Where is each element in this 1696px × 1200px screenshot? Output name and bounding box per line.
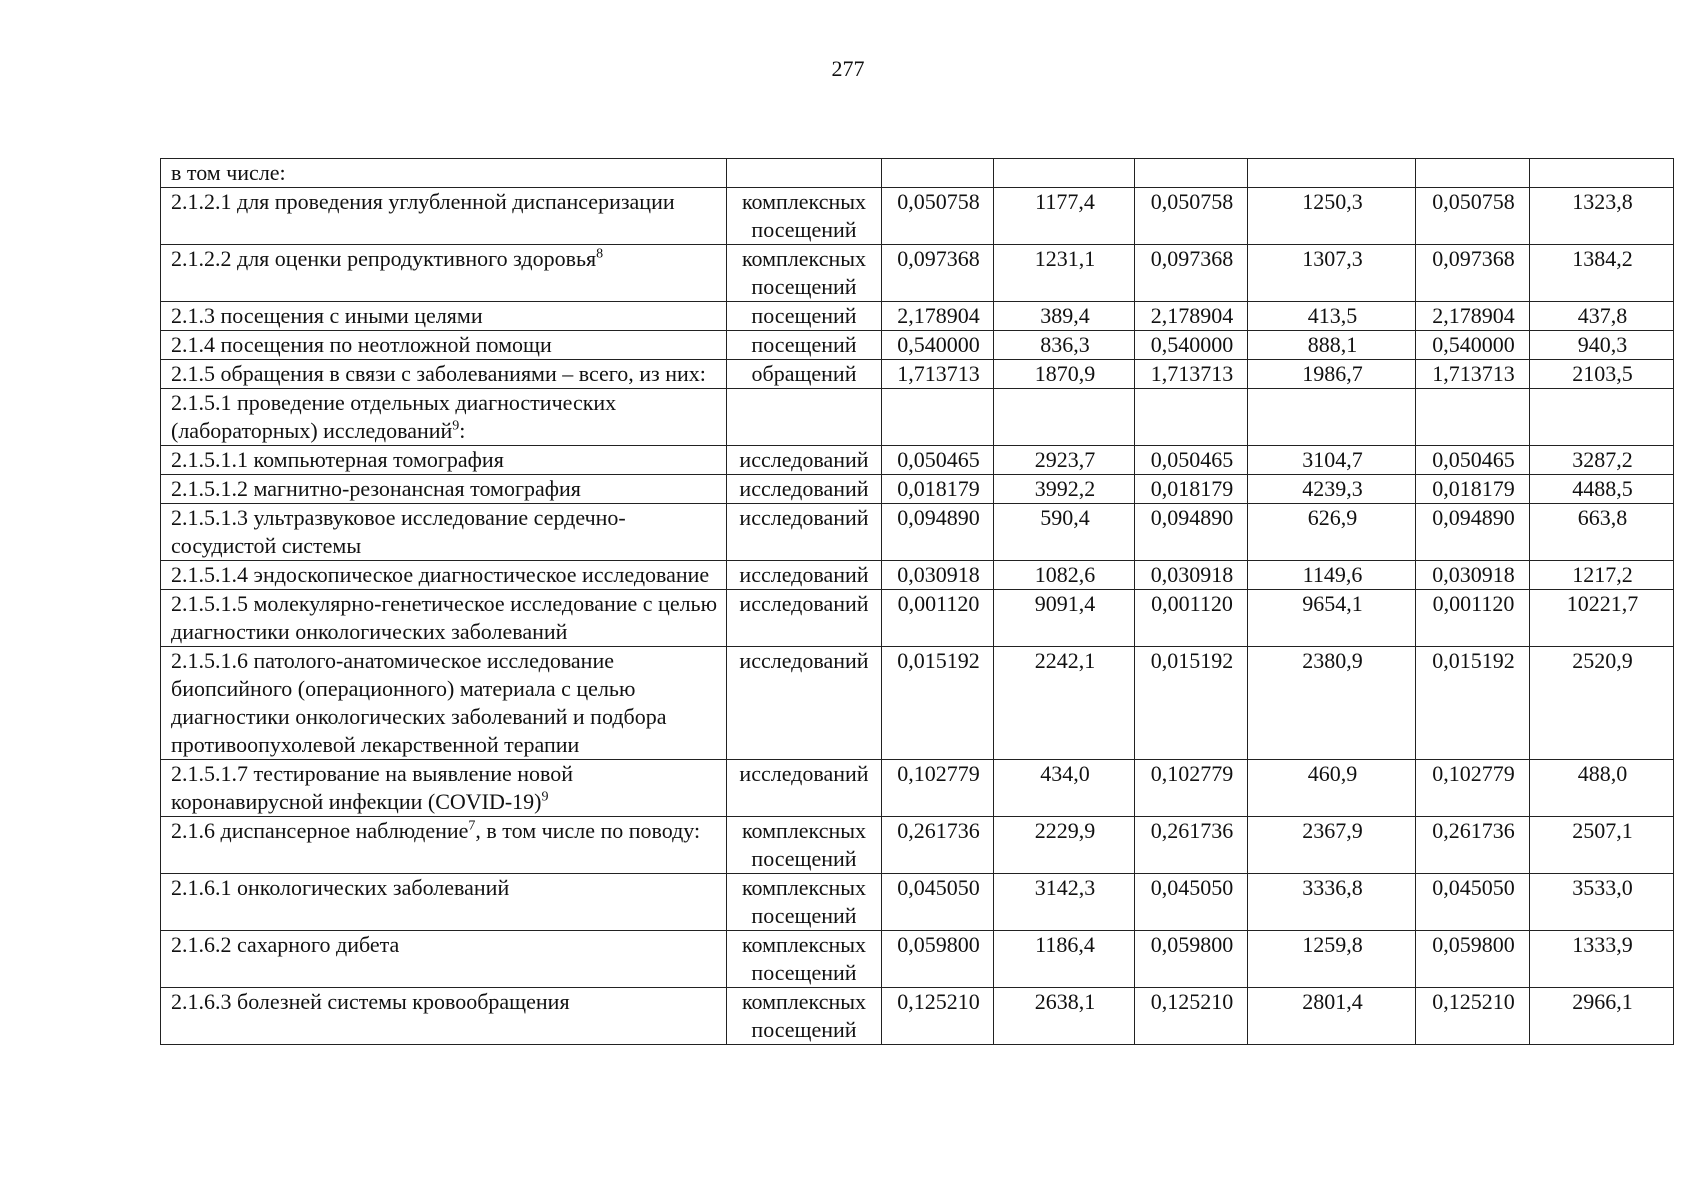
cost-value-cell: 3533,0 xyxy=(1530,874,1674,931)
table-row xyxy=(161,504,1674,561)
row-name: 2.1.5.1.6 патолого-анатомическое исследование биопсийного (операционного) материала с целью диагностики онкологических заболеваний и подбора противоопухолевой лекарственной терапии xyxy=(171,648,667,757)
norm-value-cell: 0,102779 xyxy=(1416,760,1530,817)
norm-value-cell: 0,050465 xyxy=(882,446,994,475)
cost-value-cell xyxy=(1248,159,1416,188)
unit-cell: комплексных посещений xyxy=(727,188,882,245)
row-name-cell xyxy=(161,590,727,647)
row-name-cell xyxy=(161,389,727,446)
norm-value-cell: 0,540000 xyxy=(1416,331,1530,360)
norm-value-cell: 0,094890 xyxy=(882,504,994,561)
row-name: 2.1.6.1 онкологических заболеваний xyxy=(171,875,510,900)
row-name-cell xyxy=(161,245,727,302)
cost-value-cell: 1217,2 xyxy=(1530,561,1674,590)
norm-value-cell: 0,097368 xyxy=(882,245,994,302)
row-name: 2.1.6 диспансерное наблюдение xyxy=(171,818,469,843)
cost-value-cell: 836,3 xyxy=(994,331,1135,360)
norm-value-cell: 0,001120 xyxy=(1416,590,1530,647)
norm-value-cell: 0,097368 xyxy=(1416,245,1530,302)
row-name-cell xyxy=(161,760,727,817)
norm-value-cell: 0,050465 xyxy=(1135,446,1248,475)
cost-value-cell: 4488,5 xyxy=(1530,475,1674,504)
table-row xyxy=(161,874,1674,931)
cost-value-cell: 888,1 xyxy=(1248,331,1416,360)
row-name-cell xyxy=(161,188,727,245)
norm-value-cell: 0,050758 xyxy=(882,188,994,245)
row-name-cell xyxy=(161,817,727,874)
cost-value-cell: 2229,9 xyxy=(994,817,1135,874)
norm-value-cell: 0,018179 xyxy=(1135,475,1248,504)
norm-value-cell: 0,050758 xyxy=(1135,188,1248,245)
unit-cell: исследований xyxy=(727,561,882,590)
unit-cell: исследований xyxy=(727,475,882,504)
footnote-marker: 9 xyxy=(452,418,460,434)
norm-value-cell: 0,030918 xyxy=(1416,561,1530,590)
cost-value-cell: 663,8 xyxy=(1530,504,1674,561)
cost-value-cell xyxy=(994,159,1135,188)
cost-value-cell: 4239,3 xyxy=(1248,475,1416,504)
row-name: 2.1.5 обращения в связи с заболеваниями – всего, из них: xyxy=(171,361,706,386)
row-name: 2.1.5.1.3 ультразвуковое исследование сердечно-сосудистой системы xyxy=(171,505,626,558)
cost-value-cell: 1149,6 xyxy=(1248,561,1416,590)
unit-cell: исследований xyxy=(727,590,882,647)
cost-value-cell xyxy=(1530,159,1674,188)
row-name: 2.1.5.1.1 компьютерная томография xyxy=(171,447,504,472)
cost-value-cell: 1186,4 xyxy=(994,931,1135,988)
norm-value-cell: 0,097368 xyxy=(1135,245,1248,302)
cost-value-cell: 1986,7 xyxy=(1248,360,1416,389)
norm-value-cell: 1,713713 xyxy=(1416,360,1530,389)
row-name-cell xyxy=(161,475,727,504)
cost-value-cell: 2103,5 xyxy=(1530,360,1674,389)
unit-cell: комплексных посещений xyxy=(727,817,882,874)
table-row xyxy=(161,159,1674,188)
cost-value-cell: 2367,9 xyxy=(1248,817,1416,874)
norm-value-cell: 0,059800 xyxy=(1416,931,1530,988)
cost-value-cell: 1323,8 xyxy=(1530,188,1674,245)
norm-value-cell: 0,102779 xyxy=(1135,760,1248,817)
norm-value-cell: 2,178904 xyxy=(1135,302,1248,331)
norm-value-cell: 0,050465 xyxy=(1416,446,1530,475)
cost-value-cell: 10221,7 xyxy=(1530,590,1674,647)
row-name: в том числе: xyxy=(171,160,286,185)
norm-value-cell xyxy=(1135,159,1248,188)
row-name: 2.1.6.3 болезней системы кровообращения xyxy=(171,989,570,1014)
norm-value-cell: 0,261736 xyxy=(1416,817,1530,874)
norm-value-cell: 0,001120 xyxy=(882,590,994,647)
norm-value-cell: 1,713713 xyxy=(1135,360,1248,389)
norm-value-cell: 0,059800 xyxy=(882,931,994,988)
norm-value-cell: 0,540000 xyxy=(882,331,994,360)
norm-value-cell xyxy=(1416,389,1530,446)
row-name: 2.1.5.1.4 эндоскопическое диагностическое исследование xyxy=(171,562,710,587)
table-row xyxy=(161,561,1674,590)
unit-cell xyxy=(727,389,882,446)
cost-value-cell: 2520,9 xyxy=(1530,647,1674,760)
unit-cell: посещений xyxy=(727,302,882,331)
norm-value-cell: 0,045050 xyxy=(1135,874,1248,931)
table-body xyxy=(161,159,1674,1045)
unit-cell: исследований xyxy=(727,446,882,475)
unit-cell: комплексных посещений xyxy=(727,874,882,931)
cost-value-cell: 9091,4 xyxy=(994,590,1135,647)
unit-cell: исследований xyxy=(727,760,882,817)
table-row xyxy=(161,931,1674,988)
cost-value-cell: 413,5 xyxy=(1248,302,1416,331)
table-row xyxy=(161,360,1674,389)
row-name-cell xyxy=(161,446,727,475)
norm-value-cell: 2,178904 xyxy=(1416,302,1530,331)
norm-value-cell: 0,102779 xyxy=(882,760,994,817)
cost-value-cell: 437,8 xyxy=(1530,302,1674,331)
unit-cell: исследований xyxy=(727,504,882,561)
cost-value-cell: 9654,1 xyxy=(1248,590,1416,647)
footnote-marker: 7 xyxy=(468,818,476,834)
cost-value-cell: 3287,2 xyxy=(1530,446,1674,475)
row-name-continuation: : xyxy=(459,418,466,443)
footnote-marker: 9 xyxy=(541,789,549,805)
cost-value-cell: 626,9 xyxy=(1248,504,1416,561)
cost-value-cell: 1333,9 xyxy=(1530,931,1674,988)
cost-value-cell: 2801,4 xyxy=(1248,988,1416,1045)
table-row xyxy=(161,446,1674,475)
cost-value-cell: 2380,9 xyxy=(1248,647,1416,760)
table-row xyxy=(161,188,1674,245)
table-row xyxy=(161,760,1674,817)
cost-value-cell: 590,4 xyxy=(994,504,1135,561)
cost-value-cell: 2923,7 xyxy=(994,446,1135,475)
unit-cell xyxy=(727,159,882,188)
cost-value-cell: 1870,9 xyxy=(994,360,1135,389)
cost-value-cell: 488,0 xyxy=(1530,760,1674,817)
cost-value-cell: 2242,1 xyxy=(994,647,1135,760)
table-row xyxy=(161,331,1674,360)
norm-value-cell: 0,125210 xyxy=(1416,988,1530,1045)
norm-value-cell: 0,018179 xyxy=(882,475,994,504)
row-name: 2.1.2.1 для проведения углубленной диспансеризации xyxy=(171,189,675,214)
cost-value-cell: 1177,4 xyxy=(994,188,1135,245)
services-table xyxy=(160,158,1674,1045)
unit-cell: комплексных посещений xyxy=(727,931,882,988)
unit-cell: комплексных посещений xyxy=(727,245,882,302)
norm-value-cell: 0,261736 xyxy=(1135,817,1248,874)
unit-cell: посещений xyxy=(727,331,882,360)
cost-value-cell: 1384,2 xyxy=(1530,245,1674,302)
norm-value-cell: 0,015192 xyxy=(1416,647,1530,760)
row-name: 2.1.6.2 сахарного дибета xyxy=(171,932,400,957)
cost-value-cell: 1082,6 xyxy=(994,561,1135,590)
norm-value-cell: 0,030918 xyxy=(882,561,994,590)
cost-value-cell: 2966,1 xyxy=(1530,988,1674,1045)
row-name-cell xyxy=(161,504,727,561)
norm-value-cell xyxy=(882,389,994,446)
norm-value-cell: 0,045050 xyxy=(1416,874,1530,931)
cost-value-cell: 3336,8 xyxy=(1248,874,1416,931)
row-name-cell xyxy=(161,931,727,988)
norm-value-cell: 0,261736 xyxy=(882,817,994,874)
row-name-cell xyxy=(161,331,727,360)
cost-value-cell: 3142,3 xyxy=(994,874,1135,931)
cost-value-cell xyxy=(1248,389,1416,446)
row-name-cell xyxy=(161,647,727,760)
row-name-cell xyxy=(161,561,727,590)
table-row xyxy=(161,475,1674,504)
cost-value-cell: 1231,1 xyxy=(994,245,1135,302)
table-row xyxy=(161,389,1674,446)
norm-value-cell: 0,001120 xyxy=(1135,590,1248,647)
cost-value-cell: 1307,3 xyxy=(1248,245,1416,302)
norm-value-cell: 0,018179 xyxy=(1416,475,1530,504)
table-row xyxy=(161,817,1674,874)
page-number: 277 xyxy=(831,56,865,81)
table-row xyxy=(161,245,1674,302)
norm-value-cell: 0,125210 xyxy=(1135,988,1248,1045)
row-name: 2.1.3 посещения с иными целями xyxy=(171,303,483,328)
row-name: 2.1.5.1 проведение отдельных диагностических (лабораторных) исследований xyxy=(171,390,617,443)
row-name: 2.1.2.2 для оценки репродуктивного здоровья xyxy=(171,246,597,271)
cost-value-cell: 940,3 xyxy=(1530,331,1674,360)
table-row xyxy=(161,590,1674,647)
row-name: 2.1.5.1.7 тестирование на выявление новой коронавирусной инфекции (COVID-19) xyxy=(171,761,574,814)
norm-value-cell xyxy=(1135,389,1248,446)
cost-value-cell: 2638,1 xyxy=(994,988,1135,1045)
row-name: 2.1.4 посещения по неотложной помощи xyxy=(171,332,552,357)
norm-value-cell: 0,094890 xyxy=(1416,504,1530,561)
cost-value-cell: 460,9 xyxy=(1248,760,1416,817)
norm-value-cell: 1,713713 xyxy=(882,360,994,389)
table-row xyxy=(161,988,1674,1045)
norm-value-cell xyxy=(1416,159,1530,188)
norm-value-cell: 0,015192 xyxy=(882,647,994,760)
row-name-cell xyxy=(161,988,727,1045)
unit-cell: обращений xyxy=(727,360,882,389)
row-name-cell xyxy=(161,360,727,389)
table-row xyxy=(161,647,1674,760)
row-name-cell xyxy=(161,302,727,331)
norm-value-cell: 0,125210 xyxy=(882,988,994,1045)
row-name: 2.1.5.1.2 магнитно-резонансная томография xyxy=(171,476,581,501)
cost-value-cell xyxy=(994,389,1135,446)
unit-cell: исследований xyxy=(727,647,882,760)
cost-value-cell: 2507,1 xyxy=(1530,817,1674,874)
cost-value-cell: 389,4 xyxy=(994,302,1135,331)
norm-value-cell: 0,015192 xyxy=(1135,647,1248,760)
norm-value-cell xyxy=(882,159,994,188)
row-name: 2.1.5.1.5 молекулярно-генетическое исследование с целью диагностики онкологических заболеваний xyxy=(171,591,718,644)
footnote-marker: 8 xyxy=(596,246,604,262)
norm-value-cell: 0,050758 xyxy=(1416,188,1530,245)
norm-value-cell: 0,030918 xyxy=(1135,561,1248,590)
norm-value-cell: 0,094890 xyxy=(1135,504,1248,561)
norm-value-cell: 0,540000 xyxy=(1135,331,1248,360)
norm-value-cell: 0,059800 xyxy=(1135,931,1248,988)
norm-value-cell: 0,045050 xyxy=(882,874,994,931)
norm-value-cell: 2,178904 xyxy=(882,302,994,331)
table-row xyxy=(161,302,1674,331)
cost-value-cell: 3104,7 xyxy=(1248,446,1416,475)
row-name-continuation: , в том числе по поводу: xyxy=(475,818,701,843)
cost-value-cell xyxy=(1530,389,1674,446)
cost-value-cell: 1250,3 xyxy=(1248,188,1416,245)
cost-value-cell: 1259,8 xyxy=(1248,931,1416,988)
cost-value-cell: 3992,2 xyxy=(994,475,1135,504)
unit-cell: комплексных посещений xyxy=(727,988,882,1045)
row-name-cell xyxy=(161,874,727,931)
row-name-cell xyxy=(161,159,727,188)
cost-value-cell: 434,0 xyxy=(994,760,1135,817)
